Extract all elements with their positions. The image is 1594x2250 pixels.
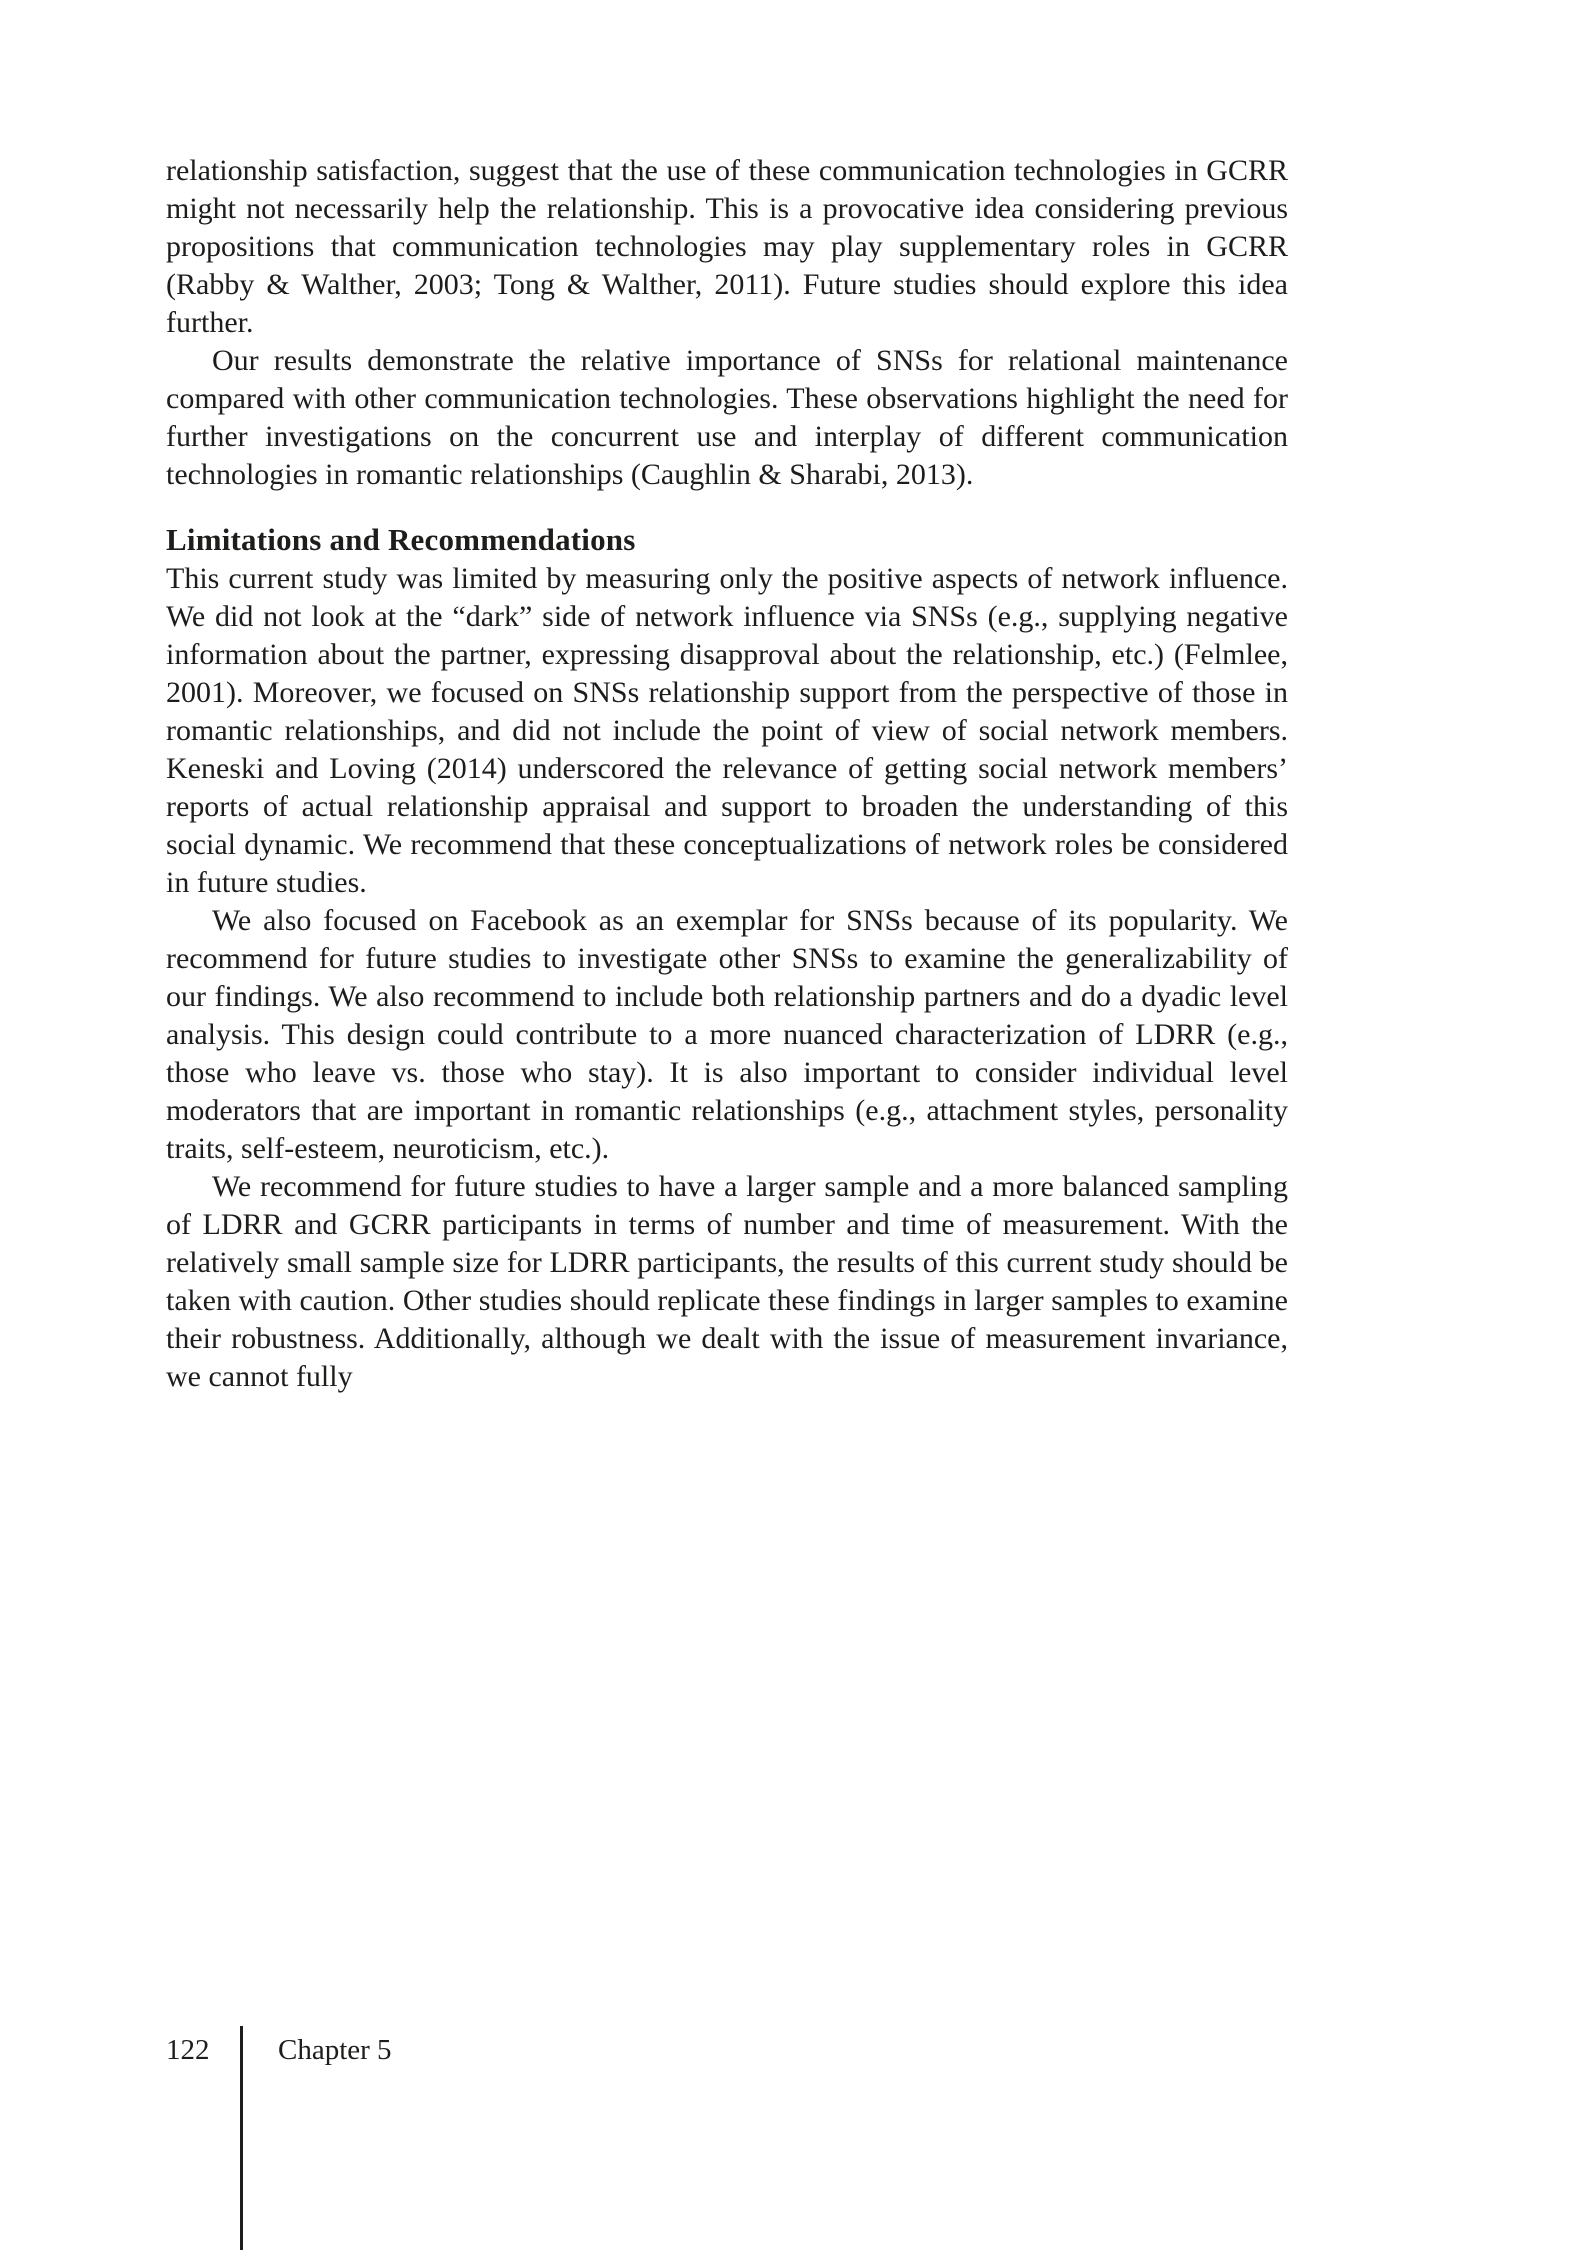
section-heading: Limitations and Recommendations xyxy=(166,522,636,557)
body-paragraph: This current study was limited by measuring only the positive aspects of network influence. We did not look at the “dark” side of network influence via SNSs (e.g., supplying negative information about the partner, expressing disapproval about the relationship, etc.) (Felmlee, 2001). Moreover, we focused on SNSs relationship support from the perspective of those in romantic relationships, and did not include the point of view of social network members. Keneski and Loving (2014) underscored the relevance of getting social network members’ reports of actual relationship appraisal and support to broaden the understanding of this social dynamic. We recommend that these conceptualizations of network roles be considered in future studies. xyxy=(166,562,1288,899)
body-paragraph: We also focused on Facebook as an exemplar for SNSs because of its popularity. We recommend for future studies to investigate other SNSs to examine the generalizability of our findings. We also recommend to include both relationship partners and do a dyadic level analysis. This design could contribute to a more nuanced characterization of LDRR (e.g., those who leave vs. those who stay). It is also important to consider individual level moderators that are important in romantic relationships (e.g., attachment styles, personality traits, self-esteem, neuroticism, etc.). xyxy=(166,904,1288,1165)
body-paragraph: Our results demonstrate the relative importance of SNSs for relational maintenance compared with other communication technologies. These observations highlight the need for further investigations on the concurrent use and interplay of different communication technologies in romantic relationships (Caughlin & Sharabi, 2013). xyxy=(166,344,1288,491)
body-paragraph: relationship satisfaction, suggest that the use of these communication technologies in GCRR might not necessarily help the relationship. This is a provocative idea considering previous propositions that communication technologies may play supplementary roles in GCRR (Rabby & Walther, 2003; Tong & Walther, 2011). Future studies should explore this idea further. xyxy=(166,154,1288,339)
footer-vertical-rule xyxy=(240,2026,243,2250)
chapter-label: Chapter 5 xyxy=(278,2034,392,2066)
body-paragraph: We recommend for future studies to have a larger sample and a more balanced sampling of LDRR and GCRR participants in terms of number and time of measurement. With the relatively small sample size for LDRR participants, the results of this current study should be taken with caution. Other studies should replicate these findings in larger samples to examine their robustness. Additionally, although we dealt with the issue of measurement invariance, we cannot fully xyxy=(166,1170,1288,1393)
body-text xyxy=(166,152,1288,1396)
page-footer xyxy=(166,2032,666,2250)
page-number: 122 xyxy=(166,2034,210,2066)
